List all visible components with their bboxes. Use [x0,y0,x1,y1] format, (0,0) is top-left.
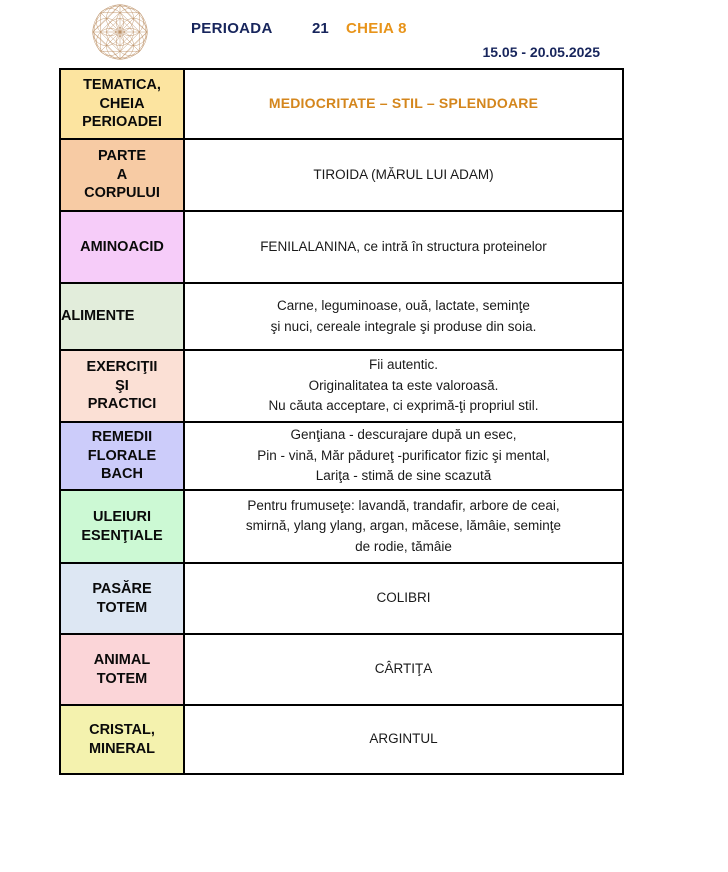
table-row [60,211,623,283]
row-label-line: PASĂRE [92,580,152,597]
row-value-line: TIROIDA (MĂRUL LUI ADAM) [313,166,494,182]
row-label-line: CHEIA [99,95,145,112]
page-header [0,0,728,68]
page-title: PERIOADA [191,20,273,37]
period-number: 21 [312,20,329,37]
row-value-line: Pin - vină, Măr pădureţ -purificator fizic şi mental, [257,447,550,463]
row-label-cell [60,490,184,563]
row-value-cell [184,283,623,350]
row-value-line: COLIBRI [376,590,431,606]
row-value-line: CÂRTIŢA [374,661,433,677]
row-label-cell [60,422,184,490]
row-value-line: Lariţa - stimă de sine scazută [315,468,492,484]
sacred-geometry-mandala-icon [87,1,153,63]
table-row [60,634,623,705]
row-value-line: Carne, leguminoase, ouă, lactate, seminţe [277,297,530,313]
row-label-cell [60,283,184,350]
row-label-line: PARTE [97,148,147,165]
row-value-line: Pentru frumuseţe: lavandă, trandafir, arbore de ceai, [247,497,560,513]
row-value-line: Nu căuta acceptare, ci exprimă-ţi propriul stil. [268,398,539,414]
row-value-line: smirnă, ylang ylang, argan, măcese, lămâie, seminţe [245,518,562,534]
row-label-line: CORPULUI [84,185,160,202]
row-label-cell [60,69,184,139]
row-value-line: ARGINTUL [369,731,438,747]
row-value-cell [184,705,623,774]
row-value-line: şi nuci, cereale integrale şi produse din soia. [270,318,537,334]
row-value-line: de rodie, tămâie [355,538,452,554]
table-row [60,69,623,139]
row-label-line: ESENŢIALE [81,527,163,544]
row-label-cell [60,705,184,774]
row-label-line: TEMATICA, [83,77,161,94]
table-row [60,139,623,211]
row-label-line: EXERCIŢII [86,359,158,376]
row-value-line: MEDIOCRITATE – STIL – SPLENDOARE [268,95,539,112]
row-label-line: ANIMAL [93,651,151,668]
table-row [60,563,623,634]
period-table [59,68,624,775]
row-label-line: MINERAL [88,740,156,757]
row-value-cell [184,69,623,139]
row-value-cell [184,422,623,490]
row-label-line: ULEIURI [93,508,151,525]
key-label: CHEIA 8 [346,20,407,37]
row-label-line: REMEDII [91,429,153,446]
row-value-line: Fii autentic. [368,357,439,373]
row-label-line: TOTEM [96,670,148,687]
row-label-cell [60,563,184,634]
row-value-cell [184,211,623,283]
row-value-cell [184,139,623,211]
table-row [60,350,623,422]
table-row [60,422,623,490]
row-value-line: FENILALANINA, ce intră în structura proteinelor [260,238,547,254]
row-label-line: ŞI [115,377,129,394]
row-value-cell [184,490,623,563]
period-table-body [60,69,623,774]
row-value-cell [184,350,623,422]
row-value-line: Genţiana - descurajare după un esec, [290,427,517,443]
row-label-line: FLORALE [87,447,157,464]
row-label-cell [60,350,184,422]
row-label-line: CRISTAL, [89,721,155,738]
row-label-line: AMINOACID [80,238,164,255]
row-label-line: PERIOADEI [82,114,162,131]
row-value-line: Originalitatea ta este valoroasă. [308,377,499,393]
row-value-cell [184,634,623,705]
period-table-container [59,68,622,775]
table-row [60,490,623,563]
row-label-line: PRACTICI [87,396,157,413]
table-row [60,705,623,774]
row-value-cell [184,563,623,634]
row-label-line: TOTEM [96,599,148,616]
row-label-cell [60,139,184,211]
row-label-cell [60,634,184,705]
row-label-line: A [116,166,128,183]
row-label-line: ALIMENTE [61,308,135,325]
table-row [60,283,623,350]
row-label-cell [60,211,184,283]
date-range: 15.05 - 20.05.2025 [482,44,600,60]
row-label-line: BACH [101,466,143,483]
